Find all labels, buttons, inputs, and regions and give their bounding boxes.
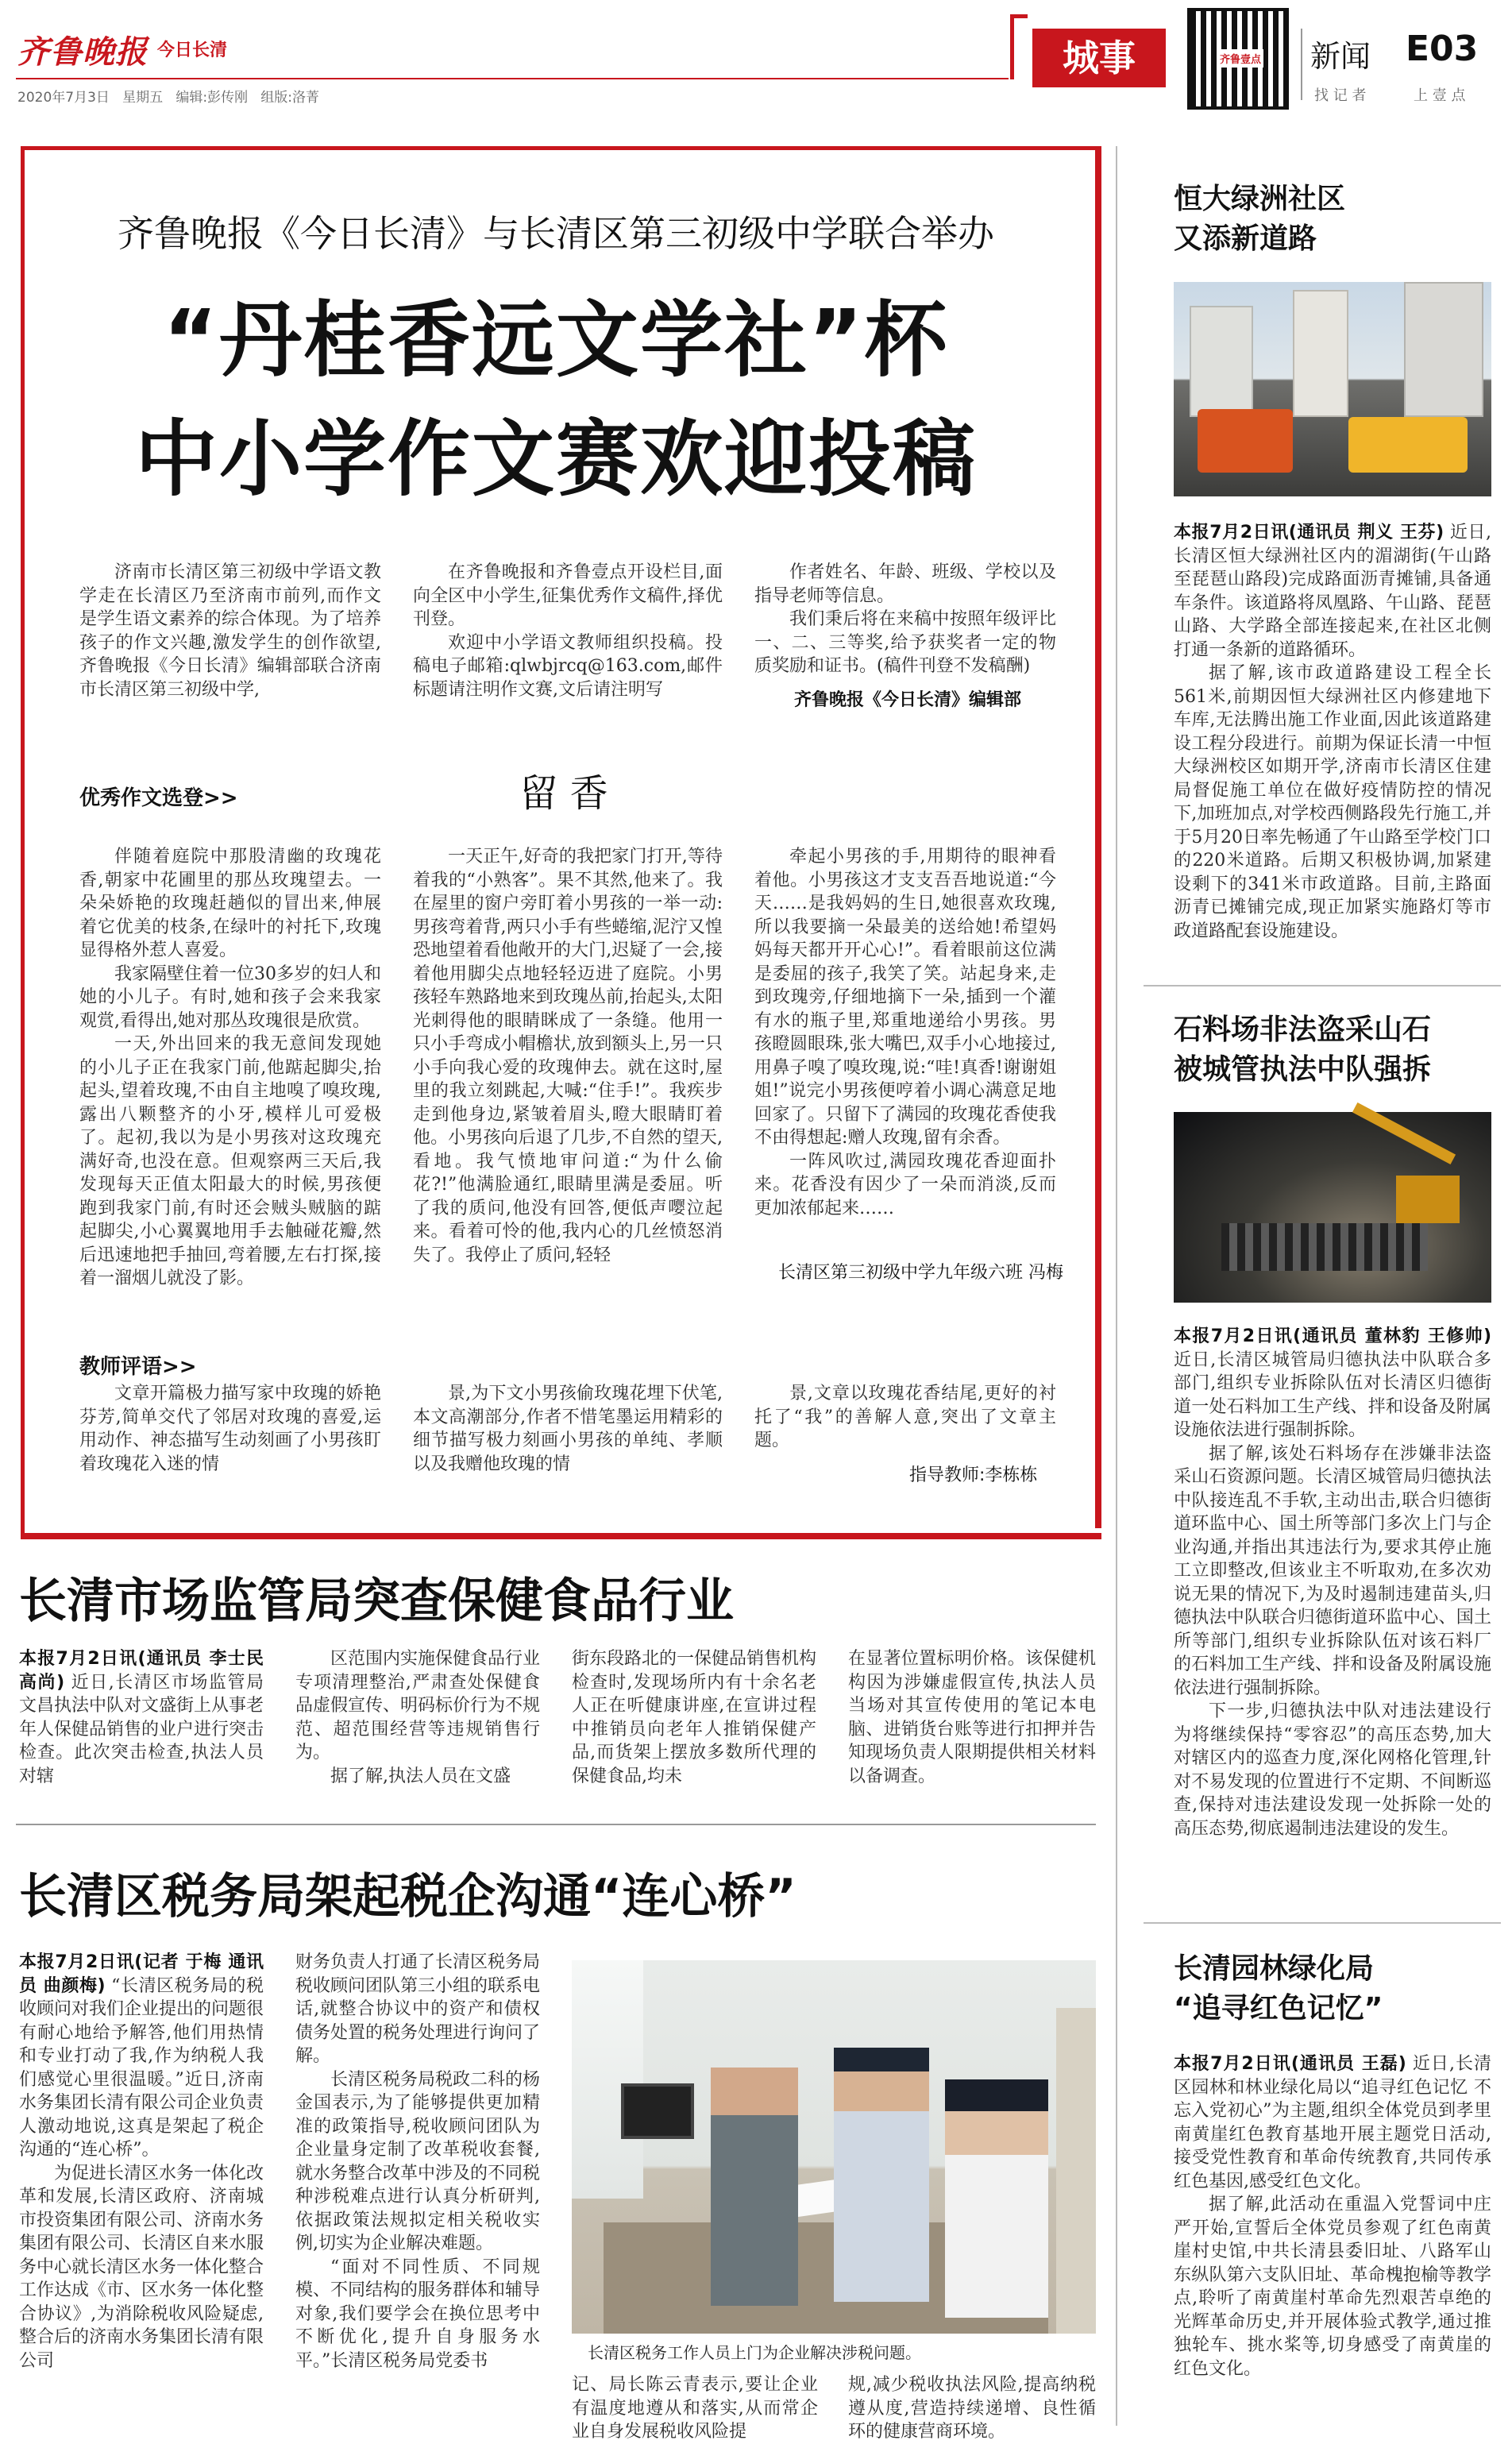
lead-box-bottom bbox=[21, 1528, 1101, 1539]
garden-body: 本报7月2日讯(通讯员 王磊) 近日,长清区园林和林业绿化局以“追寻红色记忆 不忘入党初心”为主题,组织全体党员到孝里南黄崖红色教育基地开展主题党日活动,接受党性教育和革命传统教育,共同传承红色基因,感受红色文化。 据了解,此活动在重温入党誓词中庄严开始,宣誓后全体党员参观了红色南黄崖村史馆,中共长清县委旧址、八路军山东纵队第六支队旧址、革命槐抱榆等教学点,聆听了南黄崖村革命先烈艰苦卓绝的光辉革命历史,并开展体验式教学,通过推独轮车、挑水桨等,切身感受了南黄崖的红色文化。 bbox=[1174, 2054, 1491, 2379]
essay-col-2: 一天正午,好奇的我把家门打开,等待着我的“小熟客”。果不其然,他来了。我在屋里的窗户旁盯着小男孩的一举一动:男孩弯着背,两只小手有些蜷缩,泥泞又惶恐地望着看他敞开的大门,迟疑了一会,接着他用脚尖点地轻轻迈进了庭院。小男孩轻车熟路地来到玫瑰丛前,抬起头,太阳光刺得他的眼睛眯成了一条缝。他用一只小手弯成小帽檐状,放到额头上,另一只小手向我心爱的玫瑰伸去。就在这时,屋里的我立刻跳起,大喊:“住手!”。我疾步走到他身边,紧皱着眉头,瞪大眼睛盯着他。小男孩向后退了几步,不自然的望天,看地。我气愤地审问道:“为什么偷花?!”他满脸通红,眼睛里满是委屈。听了我的质问,他没有回答,便低声嘤泣起来。看着可怜的他,我内心的几丝愤怒消失了。我停止了质问,轻轻 bbox=[413, 847, 723, 1265]
review-section-label: 教师评语>> bbox=[79, 1355, 197, 1379]
qr-code bbox=[1187, 8, 1289, 110]
page-number: E03 bbox=[1406, 29, 1479, 69]
section-badge: 城事 bbox=[1032, 29, 1166, 87]
road-title-line1: 恒大绿洲社区 bbox=[1174, 183, 1346, 215]
lead-col-1: 济南市长清区第三初级中学语文教学走在长清区乃至济南市前列,而作文是学生语文素养的综合体现。为了培养孩子的作文兴趣,激发学生的创作欲望,齐鲁晚报《今日长清》编辑部联合济南市长清区第三初级中学, bbox=[79, 562, 381, 700]
market-col-2: 区范围内实施保健食品行业专项清理整治,严肃查处保健食品虚假宣传、明码标价行为不规范、超范围经营等违规销售行为。 据了解,执法人员在文盛 bbox=[295, 1649, 541, 1786]
designer-credit: 组版:洛菁 bbox=[260, 90, 320, 106]
issue-date: 2020年7月3日 bbox=[17, 90, 110, 106]
quarry-divider bbox=[1144, 1922, 1501, 1924]
photo-window bbox=[572, 1960, 643, 2199]
page-category: 新闻 bbox=[1310, 39, 1371, 74]
road-dateline: 本报7月2日讯(通讯员 荆义 王芬) bbox=[1174, 523, 1444, 542]
market-title: 长清市场监管局突查保健食品行业 bbox=[19, 1573, 734, 1629]
tax-title: 长清区税务局架起税企沟通“连心桥” bbox=[19, 1869, 796, 1925]
lead-signature: 齐鲁晚报《今日长清》编辑部 bbox=[794, 690, 1022, 710]
road-photo-roller bbox=[1198, 409, 1293, 473]
issue-info bbox=[17, 86, 319, 106]
quarry-dateline: 本报7月2日讯(通讯员 董林豹 王修帅) bbox=[1174, 1326, 1491, 1346]
garden-title-line2: “追寻红色记忆” bbox=[1174, 1992, 1383, 2025]
garden-dateline: 本报7月2日讯(通讯员 王磊) bbox=[1174, 2054, 1406, 2074]
quarry-photo-crowd bbox=[1221, 1223, 1428, 1271]
right-column-divider bbox=[1116, 146, 1117, 2426]
photo-monitor bbox=[621, 2083, 694, 2139]
tax-col-2: 财务负责人打通了长清区税务局税收顾问团队第三小组的联系电话,就整合协议中的资产和债权债务处置的税务处理进行询问了解。 长清区税务局税政二科的杨金国表示,为了能够提供更加精准的政策指导,税收顾问团队为企业量身定制了改革税收套餐,就水务整合改革中涉及的不同税种涉税难点进行认真分析研判,依据政策法规拟定相关税收实例,切实为企业解决难题。 “面对不同性质、不同规模、不同结构的服务群体和辅导对象,我们要学会在换位思考中不断优化,提升自身服务水平。”长清区税务局党委书 bbox=[295, 1952, 541, 2371]
app-label: 上 壹 点 bbox=[1414, 87, 1466, 104]
essay-col-3: 牵起小男孩的手,用期待的眼神看着他。小男孩这才支支吾吾地说道:“今天……是我妈妈的生日,她很喜欢玫瑰,所以我要摘一朵最美的送给她!希望妈妈每天都开开心心!”。看着眼前这位满是委屈的孩子,我笑了笑。站起身来,走到玫瑰旁,仔细地摘下一朵,插到一个灌有水的瓶子里,郑重地递给小男孩。男孩瞪圆眼珠,张大嘴巴,双手小心地接过,用鼻子嗅了嗅玫瑰,说:“哇!真香!谢谢姐姐!”说完小男孩便哼着小调心满意足地回家了。只留下了满园的玫瑰花香使我不由得想起:赠人玫瑰,留有余香。 一阵风吹过,满园玫瑰花香迎面扑来。花香没有因少了一朵而消淡,反而更加浓郁起来…… bbox=[754, 847, 1056, 1218]
tax-photo bbox=[572, 1960, 1096, 2334]
review-col-1: 文章开篇极力描写家中玫瑰的娇艳芬芳,简单交代了邻居对玫瑰的喜爱,运用动作、神态描写生动刻画了小男孩盯着玫瑰花入迷的情 bbox=[79, 1384, 381, 1474]
market-col-3: 街东段路北的一保健品销售机构检查时,发现场所内有十余名老人正在听健康讲座,在宣讲过程中推销员向老年人推销保健产品,而货架上摆放多数所代理的保健食品,均未 bbox=[572, 1649, 817, 1786]
lead-kicker: 齐鲁晚报《今日长清》与长清区第三初级中学联合举办 bbox=[118, 212, 994, 255]
quarry-photo bbox=[1174, 1112, 1491, 1303]
road-photo-paver bbox=[1348, 417, 1468, 473]
photo-cabinet bbox=[1056, 2008, 1096, 2334]
review-col-3: 景,文章以玫瑰花香结尾,更好的衬托了“我”的善解人意,突出了文章主题。 bbox=[754, 1384, 1056, 1450]
essay-section-label: 优秀作文选登>> bbox=[79, 786, 238, 810]
road-title-line2: 又添新道路 bbox=[1174, 222, 1317, 255]
essay-title: 留 香 bbox=[519, 771, 608, 816]
market-divider bbox=[16, 1824, 1096, 1825]
review-col-2: 景,为下文小男孩偷玫瑰花埋下伏笔,本文高潮部分,作者不惜笔墨运用精彩的细节描写极力刻画小男孩的单纯、孝顺以及我赠他玫瑰的情 bbox=[413, 1384, 723, 1474]
masthead-divider bbox=[1301, 29, 1302, 100]
market-col-4: 在显著位置标明价格。该保健机构因为涉嫌虚假宣传,执法人员当场对其宣传使用的笔记本电脑、进销货台账等进行扣押并告知现场负责人限期提供相关材料以备调查。 bbox=[848, 1649, 1096, 1786]
photo-person-3 bbox=[945, 2079, 1048, 2318]
garden-title-line1: 长清园林绿化局 bbox=[1174, 1952, 1375, 1985]
quarry-photo-excavator-arm bbox=[1352, 1102, 1456, 1164]
road-photo bbox=[1174, 282, 1491, 496]
road-photo-building-2 bbox=[1293, 290, 1348, 417]
tax-col-3: 记、局长陈云青表示,要让企业有温度地遵从和落实,从而常企业自身发展税收风险提 bbox=[572, 2375, 818, 2442]
market-dateline: 本报7月2日讯(通讯员 李士民 高尚) bbox=[19, 1649, 264, 1693]
essay-col-1: 伴随着庭院中那股清幽的玫瑰花香,朝家中花圃里的那丛玫瑰望去。一朵朵娇艳的玫瑰赶趟似的冒出来,伸展着它优美的枝条,在绿叶的衬托下,玫瑰显得格外惹人喜爱。 我家隔壁住着一位30多岁的妇人和她的小儿子。有时,她和孩子会来我家观赏,看得出,她对那丛玫瑰很是欣赏。 一天,外出回来的我无意间发现她的小儿子正在我家门前,他踮起脚尖,抬起头,望着玫瑰,不由自主地嗅了嗅玫瑰,露出八颗整齐的小牙,模样儿可爱极了。起初,我以为是小男孩对这玫瑰充满好奇,也没在意。但观察两三天后,我发现每天正值太阳最大的时候,男孩便跑到我家门前,有时还会贼头贼脑的踮起脚尖,小心翼翼地用手去触碰花瓣,然后迅速地把手抽回,弯着腰,左右打探,接着一溜烟儿就没了影。 bbox=[79, 847, 381, 1288]
find-reporter-label: 找 记 者 bbox=[1314, 87, 1367, 104]
quarry-body: 本报7月2日讯(通讯员 董林豹 王修帅) 近日,长清区城管局归德执法中队联合多部门,组织专业拆除队伍对长清区归德街道一处石料加工生产线、拌和设备及附属设施依法进行强制拆除。 据了解,该处石料场存在涉嫌非法盗采山石资源问题。长清区城管局归德执法中队接连乱不手软,主动出击,联合归德街道环监中心、国土所等部门多次上门与企业沟通,并指出其违法行为,要求其停止施工立即整改,但该业主不听取劝,在多次劝说无果的情况下,为及时遏制违建苗头,归德执法中队联合归德街道环监中心、国土所等部门,组织专业拆除队伍对该石料厂的石料加工生产线、拌和设备及附属设施依法进行强制拆除。 下一步,归德执法中队对违法建设行为将继续保持“零容忍”的高压态势,加大对辖区内的巡查力度,深化网格化管理,针对不易发现的位置进行不定期、不间断巡查,保持对违法建设发现一处拆除一处的高压态势,彻底遏制违法建设的发生。 bbox=[1174, 1326, 1491, 1839]
tax-dateline: 本报7月2日讯(记者 于梅 通讯员 曲颜梅) bbox=[19, 1952, 264, 1996]
masthead-bracket bbox=[1010, 14, 1028, 79]
lead-title-line1: “丹桂香远文学社”杯 bbox=[163, 292, 949, 388]
newspaper-logo: 齐鲁晚报 bbox=[17, 33, 148, 71]
lead-title-line2: 中小学作文赛欢迎投稿 bbox=[134, 411, 977, 508]
quarry-title-line1: 石料场非法盗采山石 bbox=[1174, 1014, 1432, 1046]
road-photo-building-1 bbox=[1190, 306, 1253, 417]
road-divider bbox=[1144, 985, 1501, 986]
lead-col-2: 在齐鲁晚报和齐鲁壹点开设栏目,面向全区中小学生,征集优秀作文稿件,择优刊登。 欢迎中小学语文教师组织投稿。投稿电子邮箱:qlwbjrcq@163.com,邮件标题请注明作文赛,文后请注明写 bbox=[413, 562, 723, 700]
market-col-1: 本报7月2日讯(通讯员 李士民 高尚) 近日,长清区市场监管局文昌执法中队对文盛街上从事老年人保健品销售的业户进行突击检查。此次突击检查,执法人员对辖 bbox=[19, 1649, 264, 1786]
editor-credit: 编辑:彭传刚 bbox=[176, 90, 249, 106]
tax-col-1: 本报7月2日讯(记者 于梅 通讯员 曲颜梅) “长清区税务局的税收顾问对我们企业提出的问题很有耐心地给予解答,他们用热情和专业打动了我,作为纳税人我们感觉心里很温暖。”近日,济南水务集团长清有限公司企业负责人激动地说,这真是架起了税企沟通的“连心桥”。 为促进长清区水务一体化改革和发展,长清区政府、济南城市投资集团有限公司、济南水务集团有限公司、长清区自来水服务中心就长清区水务一体化整合工作达成《市、区水务一体化整合协议》,为消除税收风险疑虑,整合后的济南水务集团长清有限公司 bbox=[19, 1952, 264, 2371]
tax-photo-caption: 长清区税务工作人员上门为企业解决涉税问题。 bbox=[588, 2343, 921, 2362]
photo-person-2 bbox=[834, 2048, 929, 2302]
essay-author: 长清区第三初级中学九年级六班 冯梅 bbox=[778, 1263, 1063, 1283]
section-name: 今日长清 bbox=[157, 41, 228, 60]
qr-label: 齐鲁壹点 bbox=[1217, 49, 1263, 68]
issue-weekday: 星期五 bbox=[122, 90, 164, 106]
road-photo-building-3 bbox=[1404, 282, 1483, 417]
masthead-rule bbox=[16, 78, 1009, 79]
quarry-photo-excavator bbox=[1396, 1176, 1460, 1223]
tax-col-4: 规,减少税收执法风险,提高纳税遵从度,营造持续递增、良性循环的健康营商环境。 bbox=[848, 2375, 1096, 2442]
lead-col-3: 作者姓名、年龄、班级、学校以及指导老师等信息。 我们秉后将在来稿中按照年级评比一、二、三等奖,给予获奖者一定的物质奖励和证书。(稿件刊登不发稿酬) bbox=[754, 562, 1056, 676]
lead-box-right bbox=[1076, 146, 1101, 1528]
photo-person-1 bbox=[711, 2068, 798, 2306]
road-body: 本报7月2日讯(通讯员 荆义 王芬) 近日,长清区恒大绿洲社区内的湄湖街(午山路至琵琶山路段)完成路面沥青摊铺,具备通车条件。该道路将凤凰路、午山路、琵琶山路、大学路全部连接起来,在社区北侧打通一条新的道路循环。 据了解,该市政道路建设工程全长561米,前期因恒大绿洲社区内修建地下车库,无法腾出施工作业面,因此该道路建设工程分段进行。前期为保证长清一中恒大绿洲校区如期开学,济南市长清区住建局督促施工单位在做好疫情防控的情况下,加班加点,对学校西侧路段先行施工,并于5月20日率先畅通了午山路至学校门口的220米道路。后期又积极协调,加紧建设剩下的341米市政道路。目前,主路面沥青已摊铺完成,现正加紧实施路灯等市政道路配套设施建设。 bbox=[1174, 523, 1492, 941]
quarry-title-line2: 被城管执法中队强拆 bbox=[1174, 1053, 1432, 1086]
teacher-credit: 指导教师:李栋栋 bbox=[909, 1465, 1038, 1485]
